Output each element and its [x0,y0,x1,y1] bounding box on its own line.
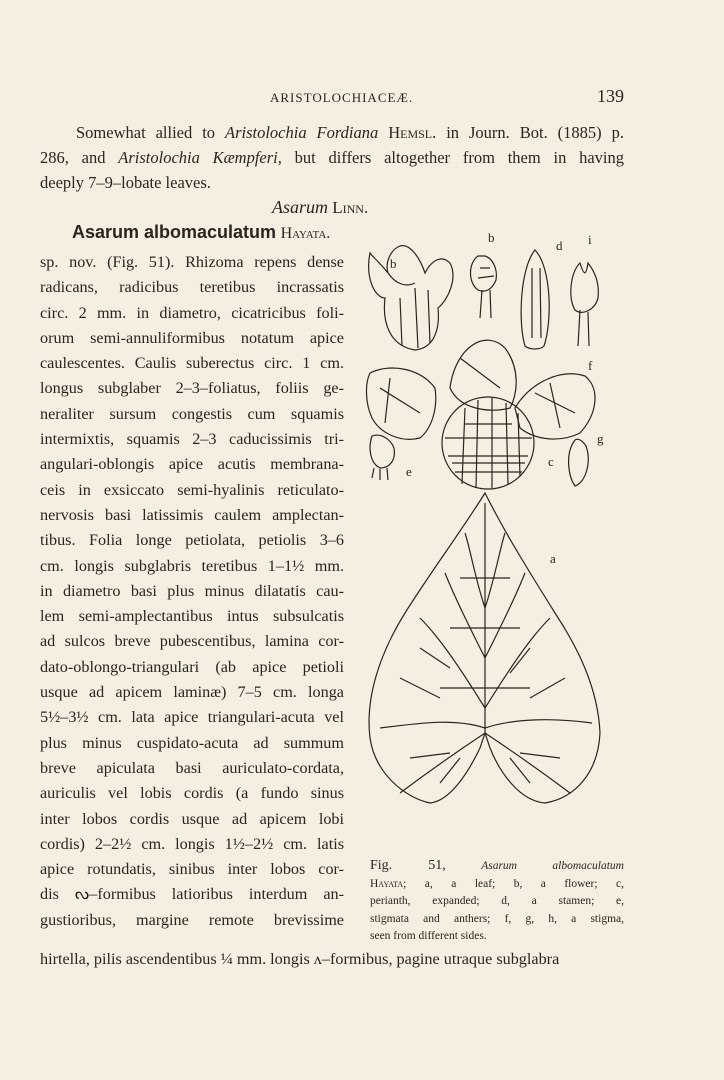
description-line: 5½–3½ cm. lata apice triangulari-acuta vel [40,708,344,727]
stamen-illustration [521,250,549,349]
description-line: auriculis vel lobis cordis (a fundo sinus [40,784,344,803]
description-line: circ. 2 mm. in diametro, cicatricibus foli- [40,303,344,322]
caption-line-2: perianth, expanded; d, a stamen; e, [370,895,624,907]
caption-line-0: Fig. 51, Asarum albomaculatum [370,858,624,873]
description-line: radicans, radicibus teretibus incrassatis [40,278,344,297]
description-line: caulescentes. Caulis suberectus circ. 1 cm. [40,354,344,373]
description-line: neraliter sursum congestis cum squamis [40,404,344,423]
label-i: i [588,232,592,247]
label-f: f [588,358,593,373]
description-line: dis ᔓ–formibus latioribus interdum an- [40,885,344,904]
description-line: inter lobos cordis usque ad apicem lobi [40,809,344,828]
label-g: g [597,431,604,446]
intro-line-2: 286, and Aristolochia Kæmpferi, but differs altogether from them in having [40,148,625,167]
description-line: usque ad apicem laminæ) 7–5 cm. longa [40,683,344,702]
description-line: apice rotundatis, sinibus inter lobos cor- [40,860,344,879]
perianth-illustration [366,340,595,489]
stigma-illustration-3 [569,439,589,486]
description-line: cordis) 2–2½ cm. longis 1½–2½ cm. latis [40,834,344,853]
description-line: ad sulcos breve pubescentibus, lamina cor- [40,632,344,651]
flower-illustration [369,246,453,350]
caption-line-3: stigmata and anthers; f, g, h, a stigma, [370,912,624,925]
caption-line-4: seen from different sides. [370,930,487,942]
page-number: 139 [597,86,624,106]
genus-heading: Asarum Linn. [272,197,369,217]
label-c: c [548,454,554,469]
description-line: longus subglaber 2–3–foliatus, foliis ge- [40,379,344,398]
intro-line-3: deeply 7–9–lobate leaves. [40,173,211,192]
label-b-stigma: b [488,230,495,245]
description-line: orum semi-annuliformibus notatum apice [40,328,344,347]
description-line: cm. longis subglabris teretibus 1–1½ mm. [40,556,344,575]
description-line: tibus. Folia longe petiolata, petiolis 3–6 [40,531,344,550]
description-line: nervosis basi latissimis caulem amplectan- [40,505,344,524]
description-line: intermixtis, squamis 2–3 caducissimis tri- [40,430,344,449]
stigma-illustration-1 [471,256,497,318]
intro-paragraph [40,120,624,195]
running-head: ARISTOLOCHIACEÆ. [270,90,414,105]
fig-51-illustration [360,228,628,853]
description-last-line: hirtella, pilis ascendentibus ¼ mm. longis ᴧ–formibus, pagine utraque subglabra [40,950,560,968]
label-e: e [406,464,412,479]
description-line: dato-oblongo-triangulari (ab apice petioli [40,657,344,676]
label-a: a [550,551,556,566]
description-line: plus minus cuspidato-acuta ad summum [40,733,344,752]
caption-line-1: Hayata; a, a leaf; b, a flower; c, [370,877,624,890]
intro-line-1: Somewhat allied to Aristolochia Fordiana Hemsl. in Journ. Bot. (1885) p. [76,123,624,142]
label-d: d [556,238,563,253]
description-line: sp. nov. (Fig. 51). Rhizoma repens dense [40,253,344,271]
description-line: ceis in exsiccato semi-hyalinis reticulato- [40,480,344,499]
leaf-illustration [369,493,600,803]
description-line: breve apiculata basi auriculato-cordata, [40,758,344,777]
description-line: in diametro basi plus minus dilatatis cau- [40,581,344,600]
description-column [40,250,344,933]
description-line: gustioribus, margine remote brevissime [40,910,344,929]
figure-caption [370,857,624,946]
description-line: lem semi-amplectantibus intus subsulcatis [40,607,344,626]
label-b-flower: b [390,256,397,271]
species-heading: Asarum albomaculatum Hayata. [72,222,331,242]
stigma-illustration-2 [571,263,598,346]
stigmata-anthers-illustration [370,435,394,480]
description-line: angulari-oblongis apice acutis membrana- [40,455,344,474]
page-header [0,88,724,112]
